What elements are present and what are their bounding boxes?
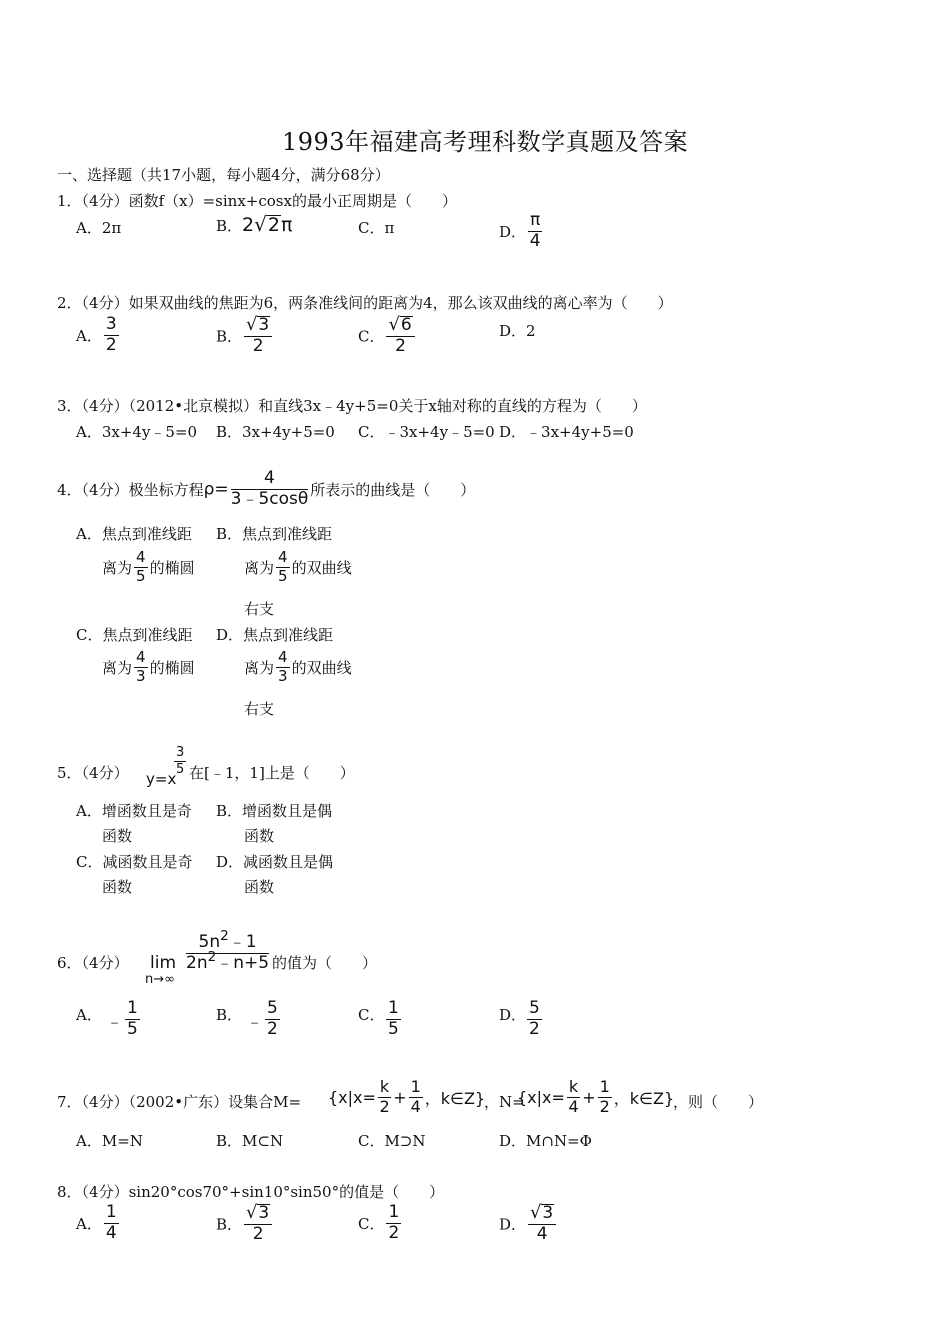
option-label: C． xyxy=(358,1006,385,1024)
option-label: B． xyxy=(216,217,243,235)
option-value: 2 √ 2 π xyxy=(242,212,293,236)
option-label: A． xyxy=(76,1214,102,1233)
q7-set-n: {x|x= $\frac{k}{4}$ + $\frac{1}{2}$ ，k∈Z} xyxy=(517,1077,675,1116)
q6-option-c-value xyxy=(384,1000,403,1039)
q2-option-a[interactable] xyxy=(76,316,121,355)
option-line: 增函数且是偶 xyxy=(242,802,333,820)
option-label: D． xyxy=(499,1215,527,1234)
q3-option-d[interactable] xyxy=(499,421,634,442)
option-fraction: $\frac{3}{2}$ xyxy=(105,314,117,355)
q5-exponent: 3 5 xyxy=(176,745,185,777)
option-label: D． xyxy=(499,222,527,241)
option-line: 焦点到准线距 xyxy=(102,626,193,644)
q7-option-b[interactable] xyxy=(216,1130,283,1151)
option-label: B． xyxy=(216,327,243,346)
q4-option-b[interactable] xyxy=(216,523,332,544)
option-fraction: $\frac{4}{3}$ xyxy=(278,648,288,685)
option-line: 减函数且是奇 xyxy=(102,853,193,871)
question-8-stem xyxy=(57,1181,444,1202)
question-7-stem xyxy=(57,1091,301,1112)
q6-lim: lim xyxy=(150,953,177,973)
q4-option-b-line2: 离为 $\frac{4}{5}$ 的双曲线 xyxy=(244,548,352,585)
q7-option-c[interactable] xyxy=(358,1130,426,1151)
q7-set-m: {x|x= $\frac{k}{2}$ + $\frac{1}{4}$ ，k∈Z} xyxy=(328,1077,486,1116)
option-fraction: √ 3 2 xyxy=(244,1204,272,1244)
option-label: A． xyxy=(76,525,102,543)
page-title: 1993年福建高考理科数学真题及答案 xyxy=(282,128,689,156)
option-label: B． xyxy=(216,802,243,820)
option-fraction: $\frac{1}{5}$ xyxy=(388,998,399,1039)
option-value: 2π xyxy=(101,219,122,237)
option-label: D． xyxy=(216,626,244,644)
question-number: 7． xyxy=(57,1093,82,1111)
q5-option-c[interactable] xyxy=(76,851,193,872)
option-fraction: $\frac{5}{2}$ xyxy=(529,998,540,1039)
q4-option-d-line3: 右支 xyxy=(244,700,275,718)
q6-option-d-value xyxy=(525,1000,544,1039)
question-4-stem xyxy=(57,470,475,509)
question-text: （4分）函数f（x）=sinx+cosx的最小正周期是（ ） xyxy=(81,192,457,210)
q5-option-c-line2: 函数 xyxy=(102,878,133,896)
section-heading: 一、选择题（共17小题，每小题4分，满分68分） xyxy=(57,166,390,184)
option-label: B． xyxy=(216,525,243,543)
question-text: （4分） xyxy=(81,764,129,782)
question-text: （4分）极坐标方程 xyxy=(81,480,204,499)
question-5-stem xyxy=(57,762,129,783)
q6-option-b-value: ﹣ $\frac{5}{2}$ xyxy=(246,998,278,1039)
q6-option-b[interactable] xyxy=(216,1004,242,1025)
q6-fraction: $5n^2﹣1$ $2n^2﹣n+5$ xyxy=(186,928,270,973)
q4-option-a[interactable] xyxy=(76,523,192,544)
option-fraction: √ 3 4 xyxy=(528,1204,556,1244)
option-label: C． xyxy=(76,626,103,644)
option-fraction: $\frac{1}{4}$ xyxy=(105,1202,117,1243)
option-line: 焦点到准线距 xyxy=(242,525,333,543)
option-value: 3x+4y+5=0 xyxy=(242,423,335,441)
option-fraction: $\frac{4}{5}$ xyxy=(278,548,288,585)
q3-option-a[interactable] xyxy=(76,421,197,442)
question-text-after: 所表示的曲线是（ ） xyxy=(310,480,476,499)
question-text: （4分） xyxy=(81,954,129,972)
q1-option-c[interactable] xyxy=(358,217,394,238)
q4-option-b-line3: 右支 xyxy=(244,600,275,618)
q7-stem-after: ，则（ ） xyxy=(673,1093,764,1111)
q5-stem-after: 在[﹣1，1]上是（ ） xyxy=(189,764,355,782)
option-value: 3x+4y﹣5=0 xyxy=(101,423,198,441)
option-label: B． xyxy=(216,423,243,441)
option-value: 2 xyxy=(526,322,536,340)
formula-fraction: $\frac{4}{3﹣5\cos\theta}$ xyxy=(230,468,309,509)
q6-stem-after: 的值为（ ） xyxy=(272,954,378,972)
q5-option-a-line2: 函数 xyxy=(102,827,133,845)
q1-option-a[interactable] xyxy=(76,217,121,238)
option-label: B． xyxy=(216,1006,243,1024)
option-fraction: $\frac{4}{5}$ xyxy=(136,548,146,585)
option-label: B． xyxy=(216,1132,243,1150)
q6-lim-subscript: n→∞ xyxy=(145,972,175,987)
option-value: M⊂N xyxy=(242,1132,284,1150)
q3-option-c[interactable] xyxy=(358,421,495,442)
q4-option-d-line2: 离为 $\frac{4}{3}$ 的双曲线 xyxy=(244,648,352,685)
q5-option-b[interactable] xyxy=(216,800,332,821)
q8-option-a[interactable] xyxy=(76,1204,121,1243)
option-fraction: √ 6 2 xyxy=(386,316,414,356)
q4-option-c-line2: 离为 $\frac{4}{3}$ 的椭圆 xyxy=(102,648,195,685)
option-label: C． xyxy=(358,423,385,441)
option-label: A． xyxy=(76,1006,102,1024)
q6-option-c[interactable] xyxy=(358,1004,384,1025)
option-label: D． xyxy=(499,322,527,340)
q8-option-c[interactable] xyxy=(358,1204,403,1243)
option-value: π xyxy=(384,219,395,237)
option-fraction: √ 3 2 xyxy=(244,316,272,356)
option-label: D． xyxy=(499,1132,527,1150)
option-label: D． xyxy=(216,853,244,871)
option-label: A． xyxy=(76,326,102,345)
option-value: M=N xyxy=(101,1132,143,1150)
question-2-stem xyxy=(57,292,673,313)
q5-option-d-line2: 函数 xyxy=(244,878,275,896)
question-number: 4． xyxy=(57,480,82,499)
question-number: 2． xyxy=(57,294,82,312)
q2-option-c[interactable] xyxy=(358,316,417,356)
option-fraction: $\frac{4}{3}$ xyxy=(136,648,146,685)
q1-option-b[interactable] xyxy=(216,214,292,236)
q4-option-a-line2: 离为 $\frac{4}{5}$ 的椭圆 xyxy=(102,548,195,585)
question-1-stem xyxy=(57,190,457,211)
option-fraction: $\frac{5}{2}$ xyxy=(267,998,278,1039)
question-number: 3． xyxy=(57,397,82,415)
option-label: C． xyxy=(358,1214,385,1233)
q7-mid-text: ，N= xyxy=(484,1093,525,1111)
question-number: 5． xyxy=(57,764,82,782)
q7-option-a[interactable] xyxy=(76,1130,143,1151)
option-line: 焦点到准线距 xyxy=(243,626,334,644)
option-fraction: $\frac{1}{5}$ xyxy=(127,998,138,1039)
question-text: （4分）（2012•北京模拟）和直线3x﹣4y+5=0关于x轴对称的直线的方程为（ ） xyxy=(81,397,647,415)
option-label: B． xyxy=(216,1215,243,1234)
option-label: A． xyxy=(76,802,102,820)
q5-option-d[interactable] xyxy=(216,851,333,872)
option-value: ﹣3x+4y﹣5=0 xyxy=(384,423,495,441)
question-text: （4分）如果双曲线的焦距为6，两条准线间的距离为4，那么该双曲线的离心率为（ ） xyxy=(81,294,673,312)
q4-option-d[interactable] xyxy=(216,624,333,645)
option-line: 焦点到准线距 xyxy=(101,525,192,543)
formula-lhs: ρ= xyxy=(203,479,229,500)
q8-option-d[interactable] xyxy=(499,1204,558,1244)
q3-option-b[interactable] xyxy=(216,421,335,442)
option-label: C． xyxy=(358,1132,385,1150)
q6-option-a-value: ﹣ $\frac{1}{5}$ xyxy=(106,998,138,1039)
q5-formula: y=x xyxy=(146,770,177,788)
question-text: （4分）sin20°cos70°+sin10°sin50°的值是（ ） xyxy=(81,1183,445,1201)
option-fraction: $\frac{1}{2}$ xyxy=(388,1202,400,1243)
q4-option-c[interactable] xyxy=(76,624,193,645)
q6-option-a[interactable] xyxy=(76,1004,102,1025)
q5-option-b-line2: 函数 xyxy=(244,827,275,845)
option-label: C． xyxy=(76,853,103,871)
q2-option-b[interactable] xyxy=(216,316,274,356)
option-label: C． xyxy=(358,327,385,346)
option-fraction: $\frac{\pi}{4}$ xyxy=(529,210,541,251)
option-label: A． xyxy=(76,423,102,441)
question-text: （4分）（2002•广东）设集合M= xyxy=(81,1093,302,1111)
option-value: M⊃N xyxy=(384,1132,426,1150)
option-label: A． xyxy=(76,219,102,237)
q6-option-d[interactable] xyxy=(499,1004,526,1025)
q1-option-d[interactable] xyxy=(499,212,544,251)
question-number: 1． xyxy=(57,192,82,210)
question-3-stem xyxy=(57,395,647,416)
q8-option-b[interactable] xyxy=(216,1204,274,1244)
option-label: A． xyxy=(76,1132,102,1150)
option-value: M∩N=Φ xyxy=(526,1132,592,1150)
option-label: C． xyxy=(358,219,385,237)
question-number: 8． xyxy=(57,1183,82,1201)
q2-option-d[interactable] xyxy=(499,320,536,341)
q5-option-a[interactable] xyxy=(76,800,192,821)
option-value: ﹣3x+4y+5=0 xyxy=(526,423,634,441)
option-line: 增函数且是奇 xyxy=(101,802,192,820)
question-number: 6． xyxy=(57,954,82,972)
option-line: 减函数且是偶 xyxy=(243,853,334,871)
option-label: D． xyxy=(499,423,527,441)
question-6-stem xyxy=(57,952,129,973)
option-label: D． xyxy=(499,1006,527,1024)
q7-option-d[interactable] xyxy=(499,1130,592,1151)
